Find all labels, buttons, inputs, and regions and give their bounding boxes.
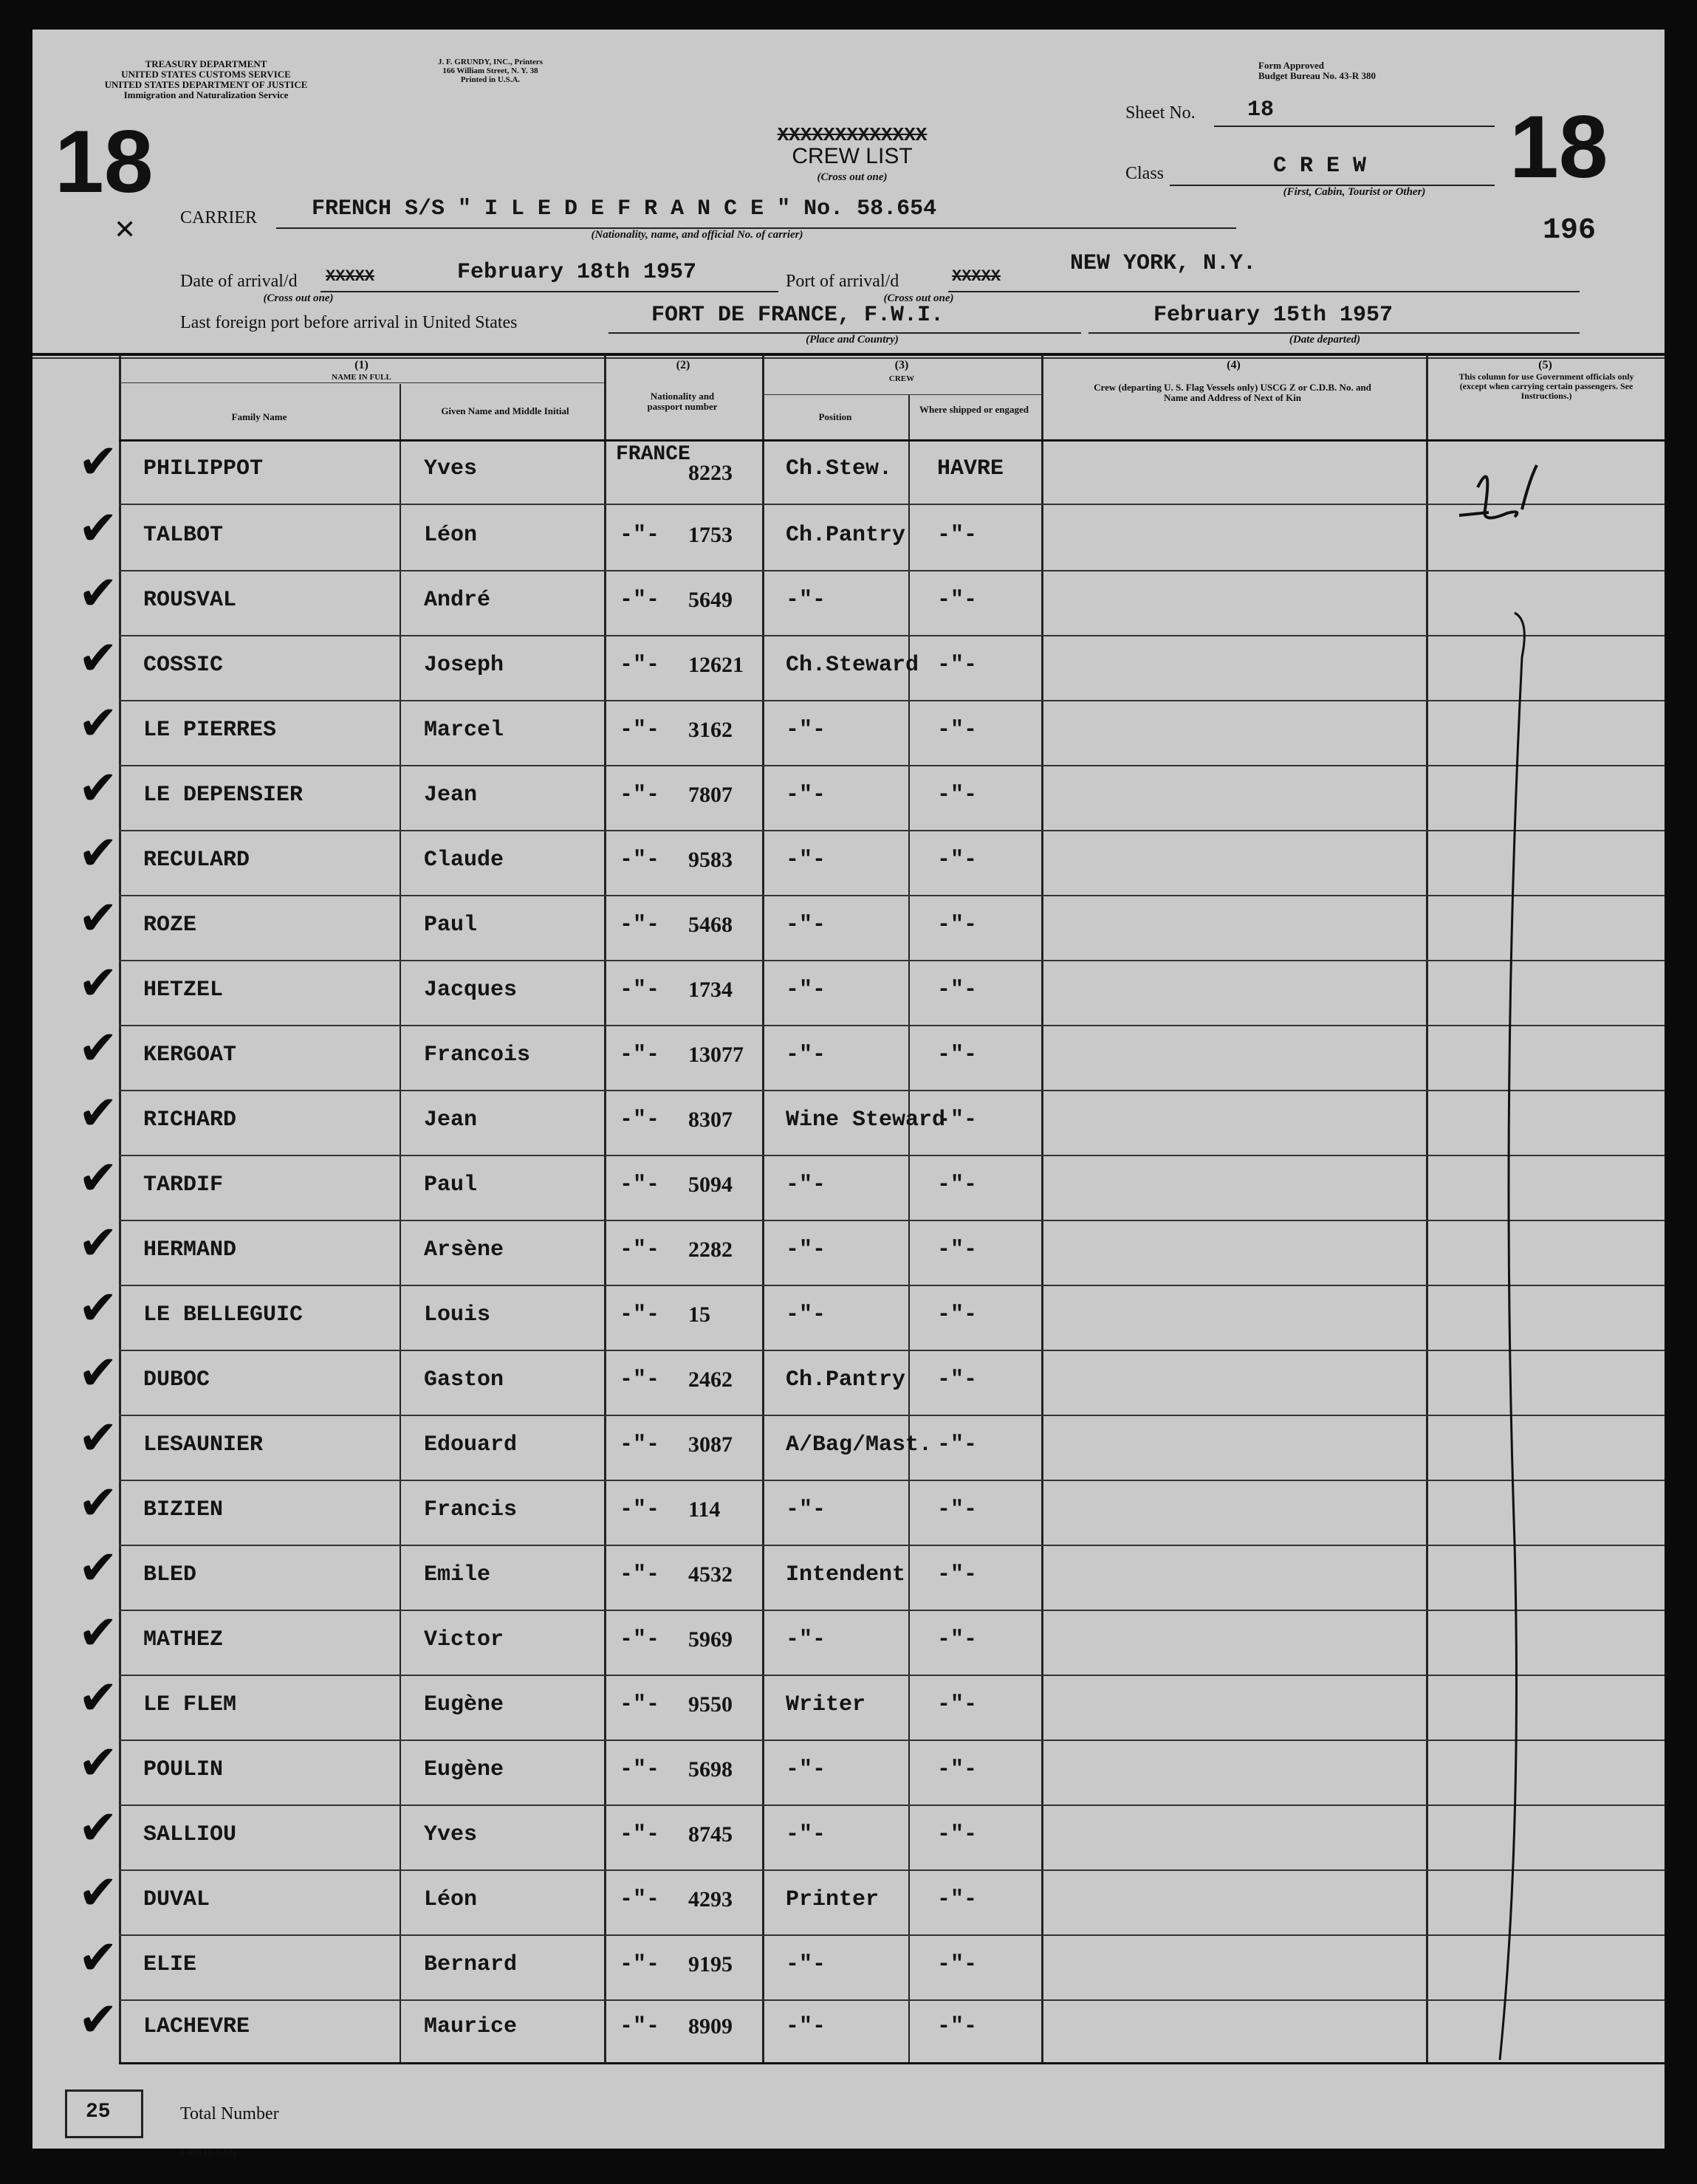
shipped-cell: -"-: [937, 588, 978, 613]
page-stamp: 196: [1543, 214, 1597, 247]
check-mark: ✔: [78, 826, 118, 881]
family-name-cell: BIZIEN: [143, 1497, 224, 1522]
given-name-cell: Louis: [424, 1302, 491, 1328]
passport-number-cell: 15: [688, 1302, 710, 1327]
family-name-cell: HETZEL: [143, 978, 224, 1003]
nationality-cell: -"-: [620, 1432, 660, 1457]
col5-title: This column for use Government officials only (except when carrying certain passengers. See Instructions.): [1458, 371, 1634, 401]
family-header: Family Name: [231, 411, 287, 422]
agency-line: Immigration and Naturalization Service: [123, 89, 289, 100]
position-cell: -"-: [786, 913, 826, 938]
passport-number-cell: 1734: [688, 978, 733, 1002]
family-name-cell: MATHEZ: [143, 1627, 224, 1652]
nationality-cell: -"-: [620, 1302, 660, 1328]
check-mark: ✔: [78, 1671, 118, 1725]
position-cell: -"-: [786, 1172, 826, 1198]
given-name-cell: Emile: [424, 1562, 491, 1587]
struck-title: XXXXXXXXXXXXX: [777, 124, 928, 146]
family-name-cell: LACHEVRE: [143, 2014, 250, 2039]
agency-line: TREASURY DEPARTMENT: [145, 58, 267, 69]
position-cell: -"-: [786, 1497, 826, 1522]
shipped-cell: -"-: [937, 1043, 978, 1068]
check-mark: ✔: [78, 1993, 118, 2047]
given-name-cell: Arsène: [424, 1237, 504, 1263]
family-name-cell: SALLIOU: [143, 1822, 237, 1847]
position-cell: Writer: [786, 1692, 866, 1717]
passport-number-cell: 5969: [688, 1627, 733, 1652]
shipped-cell: -"-: [937, 1302, 978, 1328]
family-name-cell: ROUSVAL: [143, 588, 237, 613]
given-header: Given Name and Middle Initial: [441, 405, 569, 416]
position-cell: -"-: [786, 848, 826, 873]
check-mark: ✔: [78, 501, 118, 556]
official-initials-mark: [1426, 443, 1665, 2067]
passport-number-cell: 9583: [688, 848, 733, 872]
name-subrule: [119, 382, 604, 383]
port-line: [948, 291, 1580, 292]
position-cell: Intendent: [786, 1562, 906, 1587]
passport-number-cell: 2282: [688, 1237, 733, 1262]
family-name-cell: LE PIERRES: [143, 718, 277, 743]
family-name-cell: PHILIPPOT: [143, 456, 264, 481]
given-name-cell: André: [424, 588, 491, 613]
total-label: Total Number: [180, 2104, 279, 2123]
col1-num: (1): [354, 359, 368, 371]
check-mark: ✔: [78, 1086, 118, 1141]
nationality-cell: -"-: [620, 978, 660, 1003]
passport-number-cell: 13077: [688, 1043, 744, 1067]
nationality-cell: -"-: [620, 588, 660, 613]
position-cell: -"-: [786, 1237, 826, 1263]
agency-block: [32, 59, 380, 100]
nationality-cell: -"-: [620, 718, 660, 743]
family-name-cell: ELIE: [143, 1952, 197, 1977]
check-mark: ✔: [78, 1021, 118, 1076]
check-mark: ✔: [78, 891, 118, 946]
given-name-cell: Eugène: [424, 1757, 504, 1782]
agency-line: UNITED STATES DEPARTMENT OF JUSTICE: [104, 79, 308, 90]
nationality-cell: -"-: [620, 1692, 660, 1717]
nationality-cell: -"-: [620, 1172, 660, 1198]
shipped-cell: -"-: [937, 1822, 978, 1847]
col3-num: (3): [894, 359, 909, 371]
passport-number-cell: 5468: [688, 913, 733, 937]
shipped-cell: -"-: [937, 913, 978, 938]
family-name-cell: RECULARD: [143, 848, 250, 873]
nationality-cell: -"-: [620, 1562, 660, 1587]
given-name-cell: Yves: [424, 1822, 478, 1847]
family-name-cell: COSSIC: [143, 653, 224, 678]
given-name-cell: Jacques: [424, 978, 518, 1003]
position-cell: Ch.Stew.: [786, 456, 893, 481]
shipped-cell: -"-: [937, 523, 978, 548]
nationality-cell: -"-: [620, 1952, 660, 1977]
last-port-label: Last foreign port before arrival in United States: [180, 313, 518, 332]
given-name-cell: Marcel: [424, 718, 504, 743]
position-cell: -"-: [786, 1627, 826, 1652]
position-cell: Ch.Steward: [786, 653, 919, 678]
given-name-cell: Paul: [424, 1172, 478, 1198]
shipped-cell: -"-: [937, 1887, 978, 1912]
last-port-value: FORT DE FRANCE, F.W.I.: [651, 303, 945, 328]
nationality-cell: -"-: [620, 1757, 660, 1782]
passport-number-cell: 9550: [688, 1692, 733, 1717]
passport-number-cell: 8745: [688, 1822, 733, 1847]
check-mark: ✔: [78, 1216, 118, 1271]
family-name-cell: BLED: [143, 1562, 197, 1587]
check-mark: ✔: [78, 1606, 118, 1661]
crew-subrule: [762, 394, 1041, 395]
sheet-no-label: Sheet No.: [1125, 103, 1196, 123]
given-name-cell: Eugène: [424, 1692, 504, 1717]
form-approved-text: Form Approved: [1258, 60, 1324, 71]
nationality-cell: -"-: [620, 1237, 660, 1263]
pen-mark: ✕: [114, 215, 137, 244]
passport-number-cell: 5698: [688, 1757, 733, 1782]
given-name-cell: Léon: [424, 523, 478, 548]
shipped-cell: -"-: [937, 783, 978, 808]
class-label: Class: [1125, 164, 1165, 183]
port-caption: (Cross out one): [883, 292, 954, 304]
nationality-cell: FRANCE: [616, 443, 690, 466]
shipped-cell: -"-: [937, 2014, 978, 2039]
passport-number-cell: 114: [688, 1497, 721, 1522]
check-mark: ✔: [78, 696, 118, 751]
position-cell: -"-: [786, 588, 826, 613]
passport-number-cell: 3087: [688, 1432, 733, 1457]
position-cell: Printer: [786, 1887, 880, 1912]
shipped-cell: -"-: [937, 1627, 978, 1652]
shipped-cell: -"-: [937, 1108, 978, 1133]
total-box: [65, 2089, 143, 2138]
position-cell: Wine Steward: [786, 1108, 946, 1133]
printer-line: J. F. GRUNDY, INC., Printers: [438, 58, 543, 66]
check-mark: ✔: [78, 1801, 118, 1855]
family-name-cell: TALBOT: [143, 523, 224, 548]
shipped-cell: -"-: [937, 848, 978, 873]
passport-number-cell: 5094: [688, 1172, 733, 1197]
position-cell: -"-: [786, 783, 826, 808]
check-mark: ✔: [78, 631, 118, 686]
shipped-cell: -"-: [937, 1172, 978, 1198]
carrier-value: FRENCH S/S " I L E D E F R A N C E " No. 58.654: [312, 196, 937, 222]
given-name-cell: Joseph: [424, 653, 504, 678]
passport-number-cell: 4532: [688, 1562, 733, 1587]
given-name-cell: Francis: [424, 1497, 518, 1522]
nationality-cell: -"-: [620, 1627, 660, 1652]
class-value: C R E W: [1273, 154, 1367, 179]
col-rule: [908, 395, 910, 2064]
col5-num: (5): [1538, 359, 1552, 371]
family-name-cell: ROZE: [143, 913, 197, 938]
nationality-cell: -"-: [620, 848, 660, 873]
passport-number-cell: 8909: [688, 2014, 733, 2039]
given-name-cell: Victor: [424, 1627, 504, 1652]
nationality-cell: -"-: [620, 2014, 660, 2039]
port-value: NEW YORK, N.Y.: [1070, 251, 1257, 276]
passport-number-cell: 4293: [688, 1887, 733, 1912]
form-title: CREW LIST: [792, 144, 913, 168]
check-mark: ✔: [78, 1736, 118, 1790]
family-name-cell: POULIN: [143, 1757, 224, 1782]
port-label: Port of arrival/d: [786, 272, 899, 291]
check-mark: ✔: [78, 435, 118, 490]
passport-number-cell: 3162: [688, 718, 733, 742]
passport-number-cell: 8307: [688, 1108, 733, 1132]
position-cell: -"-: [786, 718, 826, 743]
carrier-caption: (Nationality, name, and official No. of carrier): [591, 229, 803, 241]
agency-line: UNITED STATES CUSTOMS SERVICE: [121, 69, 291, 80]
given-name-cell: Jean: [424, 1108, 478, 1133]
shipped-cell: -"-: [937, 653, 978, 678]
passport-number-cell: 9195: [688, 1952, 733, 1977]
check-mark: ✔: [78, 761, 118, 816]
shipped-cell: -"-: [937, 1367, 978, 1393]
position-cell: Ch.Pantry: [786, 1367, 906, 1393]
passport-number-cell: 12621: [688, 653, 744, 677]
given-name-cell: Yves: [424, 456, 478, 481]
check-mark: ✔: [78, 1151, 118, 1206]
total-value: 25: [86, 2101, 111, 2123]
nationality-cell: -"-: [620, 1367, 660, 1393]
col-rule: [1041, 354, 1043, 2064]
family-name-cell: HERMAND: [143, 1237, 237, 1263]
passport-number-cell: 1753: [688, 523, 733, 547]
nationality-cell: -"-: [620, 913, 660, 938]
given-name-cell: Gaston: [424, 1367, 504, 1393]
given-name-cell: Bernard: [424, 1952, 518, 1977]
passport-number-cell: 2462: [688, 1367, 733, 1392]
position-cell: -"-: [786, 1757, 826, 1782]
sheet-no-line: [1214, 126, 1495, 127]
family-name-cell: DUBOC: [143, 1367, 210, 1393]
date-struck: XXXXX: [326, 267, 375, 286]
table-top-rule-2: [32, 357, 1665, 359]
sheet-no-value: 18: [1247, 97, 1275, 123]
date-value: February 18th 1957: [457, 260, 697, 285]
position-cell: -"-: [786, 1952, 826, 1977]
shipped-cell: -"-: [937, 1432, 978, 1457]
position-header: Position: [818, 411, 852, 422]
family-name-cell: KERGOAT: [143, 1043, 237, 1068]
col-rule: [604, 354, 606, 2064]
col3-title: CREW: [888, 374, 915, 383]
family-name-cell: LE DEPENSIER: [143, 783, 304, 808]
col2-num: (2): [676, 359, 690, 371]
date-caption: (Cross out one): [263, 292, 334, 304]
position-cell: -"-: [786, 1822, 826, 1847]
check-mark: ✔: [78, 1931, 118, 1985]
col2-title: Nationality and passport number: [647, 391, 718, 412]
position-cell: -"-: [786, 978, 826, 1003]
shipped-cell: -"-: [937, 1497, 978, 1522]
given-name-cell: Léon: [424, 1887, 478, 1912]
given-name-cell: Edouard: [424, 1432, 518, 1457]
nationality-cell: -"-: [620, 523, 660, 548]
check-mark: ✔: [78, 1541, 118, 1596]
check-mark: ✔: [78, 1281, 118, 1336]
class-caption: (First, Cabin, Tourist or Other): [1283, 186, 1426, 198]
check-mark: ✔: [78, 1866, 118, 1920]
family-name-cell: LESAUNIER: [143, 1432, 264, 1457]
check-mark: ✔: [78, 956, 118, 1011]
port-struck: XXXXX: [952, 267, 1001, 286]
family-name-cell: TARDIF: [143, 1172, 224, 1198]
position-cell: -"-: [786, 1043, 826, 1068]
carrier-label: CARRIER: [180, 208, 258, 227]
shipped-cell: -"-: [937, 1562, 978, 1587]
nationality-cell: -"-: [620, 653, 660, 678]
date-label: Date of arrival/d: [180, 272, 298, 291]
date-line: [320, 291, 778, 292]
check-mark: ✔: [78, 1346, 118, 1401]
family-name-cell: RICHARD: [143, 1108, 237, 1133]
crew-list-sheet: [32, 30, 1665, 2157]
shipped-cell: -"-: [937, 978, 978, 1003]
shipped-cell: -"-: [937, 1952, 978, 1977]
shipped-cell: -"-: [937, 1757, 978, 1782]
col-rule: [762, 354, 764, 2064]
given-name-cell: Jean: [424, 783, 478, 808]
nationality-cell: -"-: [620, 1108, 660, 1133]
nationality-cell: -"-: [620, 1043, 660, 1068]
position-cell: A/Bag/Mast.: [786, 1432, 933, 1457]
family-name-cell: LE FLEM: [143, 1692, 237, 1717]
last-port-caption: (Place and Country): [806, 334, 899, 346]
check-mark: ✔: [78, 1411, 118, 1466]
col4-title: Crew (departing U. S. Flag Vessels only) USCG Z or C.D.B. No. and Name and Address of Next of Kin: [1094, 382, 1371, 403]
given-name-cell: Claude: [424, 848, 504, 873]
check-mark: ✔: [78, 566, 118, 621]
printer-line: Printed in U.S.A.: [460, 75, 521, 84]
col4-num: (4): [1227, 359, 1241, 371]
nationality-cell: -"-: [620, 1497, 660, 1522]
budget-bureau-text: Budget Bureau No. 43-R 380: [1258, 70, 1377, 81]
passport-number-cell: 7807: [688, 783, 733, 807]
shipped-cell: HAVRE: [937, 456, 1004, 481]
title-caption: (Cross out one): [817, 171, 888, 183]
nationality-cell: -"-: [620, 1887, 660, 1912]
left-sheet-number: 18: [55, 112, 154, 211]
shipped-cell: -"-: [937, 1237, 978, 1263]
check-mark: ✔: [78, 1476, 118, 1531]
position-cell: -"-: [786, 2014, 826, 2039]
given-name-cell: Paul: [424, 913, 478, 938]
table-top-rule: [32, 353, 1665, 356]
given-name-cell: Francois: [424, 1043, 531, 1068]
shipped-cell: -"-: [937, 1692, 978, 1717]
position-cell: -"-: [786, 1302, 826, 1328]
nationality-cell: -"-: [620, 1822, 660, 1847]
given-name-cell: Maurice: [424, 2014, 518, 2039]
col1-title: NAME IN FULL: [332, 373, 391, 382]
shipped-header: Where shipped or engaged: [919, 404, 1029, 415]
passport-number-cell: 5649: [688, 588, 733, 612]
family-name-cell: LE BELLEGUIC: [143, 1302, 304, 1328]
header-bottom-rule: [119, 439, 1665, 442]
departed-caption: (Date departed): [1289, 334, 1361, 346]
nationality-cell: -"-: [620, 783, 660, 808]
form-code: I-418 (1-1-57): [180, 2146, 236, 2157]
printer-line: 166 William Street, N. Y. 38: [442, 66, 538, 75]
position-cell: Ch.Pantry: [786, 523, 906, 548]
passport-number-cell: 8223: [688, 461, 733, 485]
family-name-cell: DUVAL: [143, 1887, 210, 1912]
shipped-cell: -"-: [937, 718, 978, 743]
printer-block: [380, 58, 601, 84]
departed-value: February 15th 1957: [1153, 303, 1393, 328]
right-sheet-number: 18: [1509, 97, 1608, 196]
col-rule: [119, 354, 121, 2064]
form-approved: [1258, 61, 1376, 81]
